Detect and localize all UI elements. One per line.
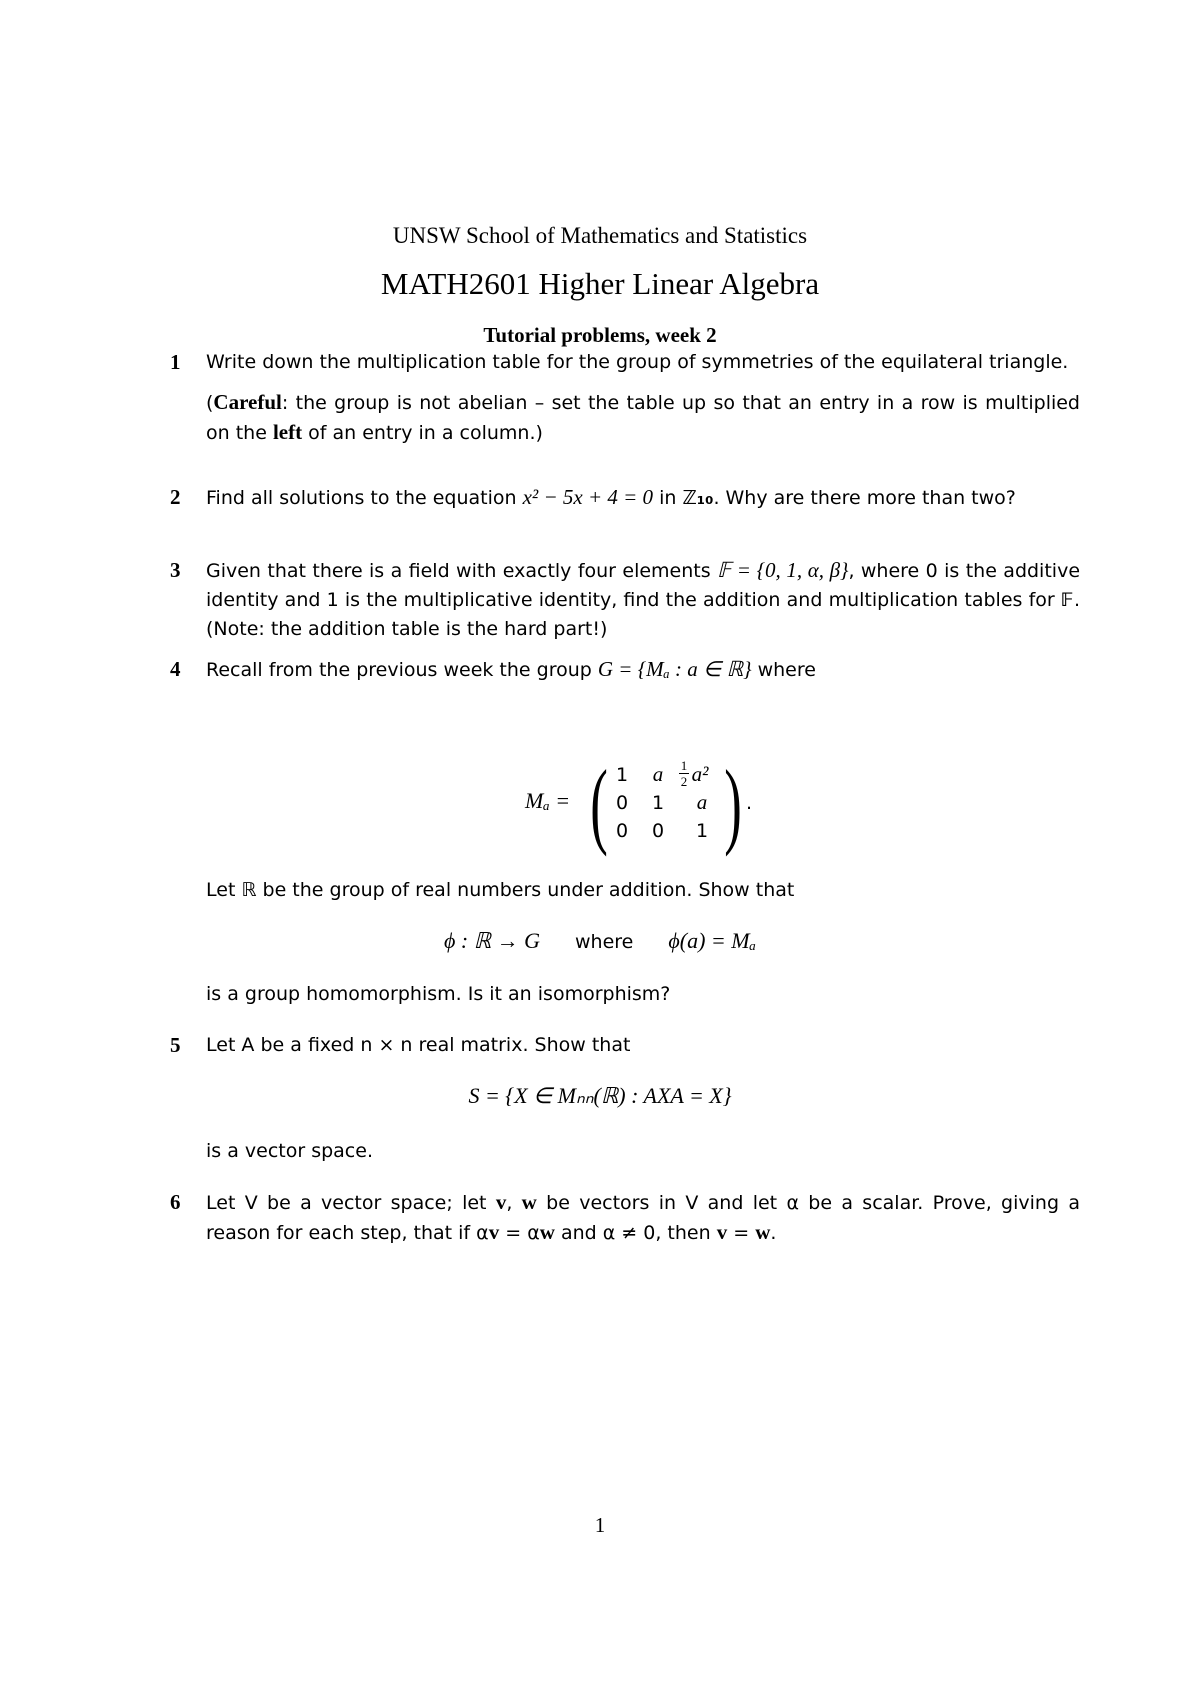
matrix-cell: a² [691, 762, 709, 786]
matrix-cell: 0 [651, 820, 665, 842]
matrix-cell: 1 [615, 764, 629, 786]
problem-text: Let ℝ be the group of real numbers under addition. Show that [206, 879, 795, 901]
where-word: where [575, 931, 634, 953]
problem-number: 3 [170, 558, 181, 582]
problem-text: is a group homomorphism. Is it an isomorphism? [206, 983, 671, 1005]
map-display [0, 928, 1200, 954]
field-def: 𝔽 = {0, 1, α, β} [717, 558, 849, 582]
matrix-cell: a [652, 762, 664, 786]
problem-body [206, 876, 1080, 916]
careful-note: (Careful: the group is not abelian – set the table up so that an entry in a row is multiplied on the left of an entry in a column.) [206, 390, 1080, 444]
problem-body [206, 655, 1080, 696]
problem-body [206, 1137, 1080, 1177]
problem-body [206, 348, 1080, 459]
right-paren: ) [724, 750, 742, 857]
problem-text: Let V be a vector space; let v, w be vectors in V and let α be a scalar. Prove, giving a reason for each step, that if αv = αw and α ≠ 0, then v = w. [206, 1190, 1080, 1244]
problem-text: Recall from the previous week the group G = {Mₐ : a ∈ ℝ} where [206, 657, 816, 681]
map: ϕ : ℝ → G [443, 928, 540, 953]
matrix-cell: 0 [615, 792, 629, 814]
problem-number: 5 [170, 1033, 181, 1057]
problem-body [206, 483, 1080, 524]
matrix-end: . [745, 792, 753, 814]
matrix-cell: 1 [695, 820, 709, 842]
ring-z10: ℤ₁₀ [682, 487, 714, 509]
page-number: 1 [594, 1513, 606, 1537]
problem-text: Given that there is a field with exactly four elements 𝔽 = {0, 1, α, β}, where 0 is the additive identity and 1 is the multiplicative identity, find the addition and multiplication tables for 𝔽. (Note: the addition table is the hard part!) [206, 558, 1081, 640]
tutorial-subtitle: Tutorial problems, week 2 [483, 323, 717, 347]
left-paren: ( [590, 750, 608, 857]
group-def: G = {Mₐ : a ∈ ℝ} [597, 657, 752, 681]
problem-body [206, 980, 1080, 1020]
problem-text: is a vector space. [206, 1140, 373, 1162]
problem-body [206, 1031, 1080, 1071]
problem-number: 1 [170, 350, 181, 374]
matrix-cell: 1 [651, 792, 665, 814]
problem-text: Let A be a fixed n × n real matrix. Show that [206, 1034, 631, 1056]
field-symbol: 𝔽 [1060, 589, 1074, 611]
left-emphasis: left [272, 420, 303, 444]
course-title: MATH2601 Higher Linear Algebra [380, 266, 820, 301]
matrix-cell: 0 [615, 820, 629, 842]
matrix-display [525, 750, 765, 857]
map-definition: ϕ(a) = Mₐ [668, 928, 757, 953]
problem-body [206, 556, 1080, 655]
problem-number: 2 [170, 485, 181, 509]
fraction-numerator: 1 [680, 758, 688, 773]
set-display: S = {X ∈ Mₙₙ(ℝ) : AXA = X} [468, 1083, 732, 1108]
problem-number: 4 [170, 657, 181, 681]
school-name: UNSW School of Mathematics and Statistics [392, 223, 808, 248]
equation: x² − 5x + 4 = 0 [522, 485, 654, 509]
problem-text: Find all solutions to the equation x² − 5x + 4 = 0 in ℤ₁₀. Why are there more than two? [206, 485, 1016, 509]
problem-text: Write down the multiplication table for the group of symmetries of the equilateral triangle. [206, 351, 1069, 373]
matrix-lhs: Mₐ = [525, 788, 571, 813]
matrix-cell: a [696, 790, 708, 814]
careful-label: Careful [213, 390, 282, 414]
fraction-denominator: 2 [680, 774, 688, 789]
problem-body [206, 1188, 1080, 1259]
problem-number: 6 [170, 1190, 181, 1214]
